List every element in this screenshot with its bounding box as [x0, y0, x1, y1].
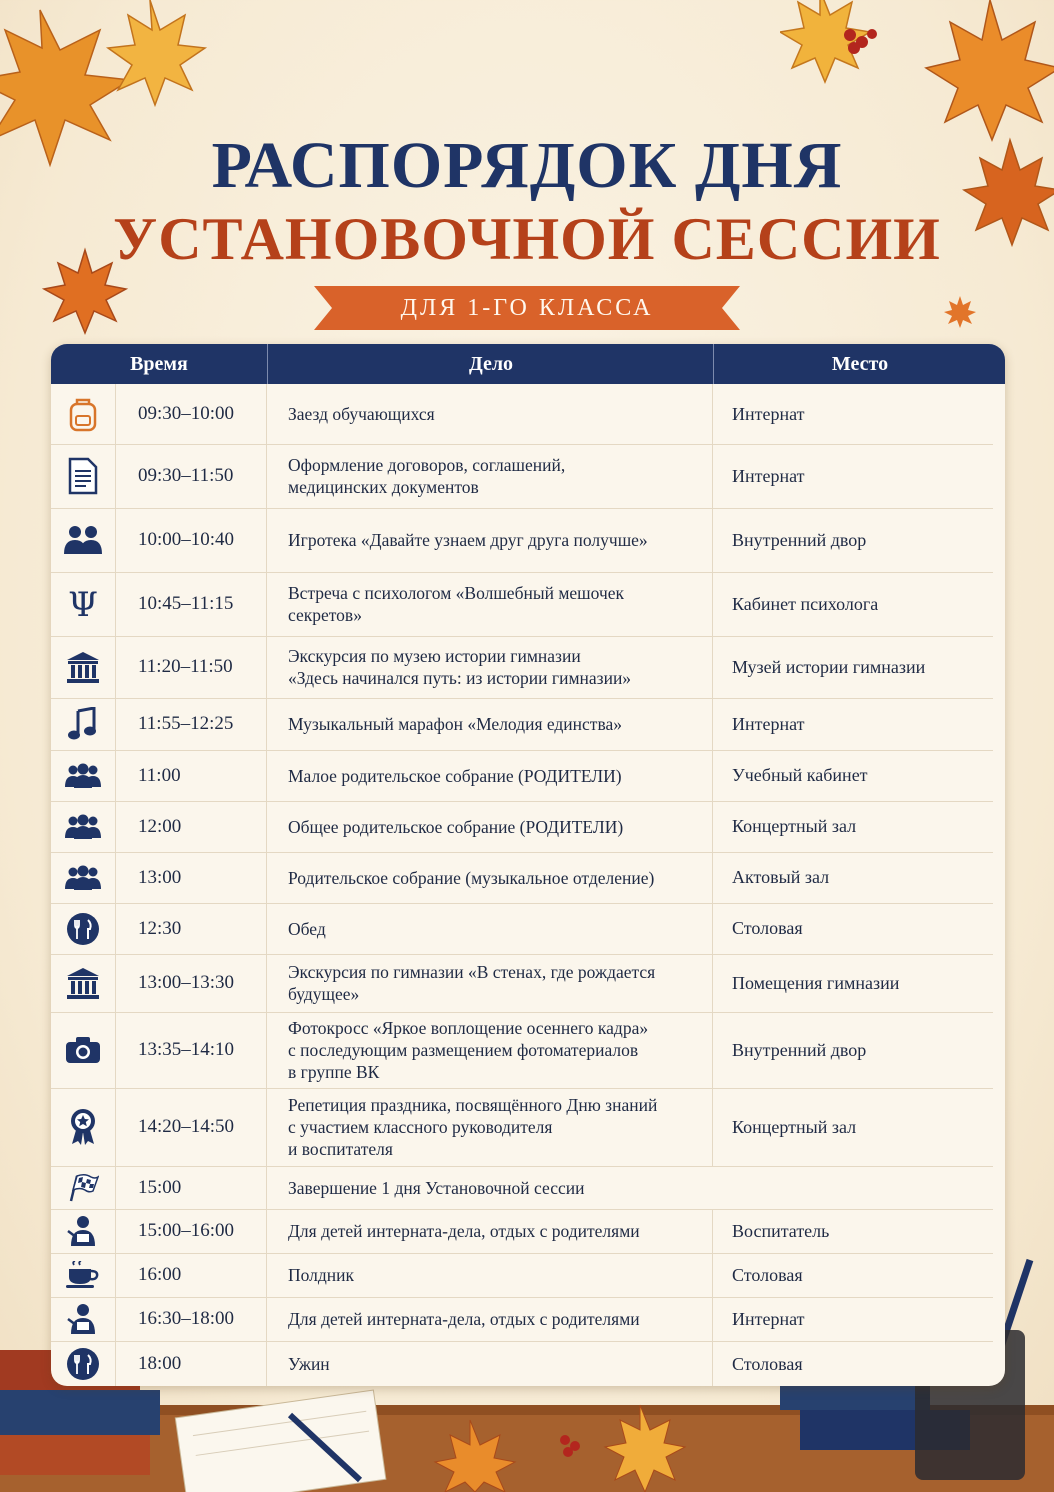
teacher-icon — [51, 1209, 116, 1253]
task-cell: Репетиция праздника, посвящённого Дню знаний с участием классного руководителя и воспитателя — [268, 1088, 713, 1166]
task-cell: Полдник — [268, 1253, 713, 1297]
table-row — [51, 572, 993, 637]
task-cell: Обед — [268, 903, 713, 954]
cup-icon — [51, 1253, 116, 1297]
table-row — [51, 698, 993, 751]
document-icon — [51, 444, 116, 508]
table-row — [51, 444, 993, 509]
place-cell: Столовая — [732, 1264, 803, 1285]
table-row — [51, 1297, 993, 1342]
task-cell: Игротека «Давайте узнаем друг друга получше» — [268, 508, 713, 572]
time-cell: 15:00–16:00 — [116, 1209, 267, 1253]
table-row — [51, 1253, 993, 1298]
time-cell: 15:00 — [116, 1166, 267, 1209]
time-cell: 13:35–14:10 — [116, 1012, 267, 1088]
place-cell: Концертный зал — [732, 816, 857, 836]
column-header-task: Дело — [267, 344, 714, 384]
table-row — [51, 750, 993, 802]
time-cell: 11:20–11:50 — [116, 636, 267, 698]
music-note-icon — [51, 698, 116, 750]
dining-icon — [51, 903, 116, 954]
place-cell: Актовый зал — [732, 867, 830, 887]
time-cell: 16:00 — [116, 1253, 267, 1297]
column-header-time: Время — [130, 353, 188, 375]
page-title-line-1: РАСПОРЯДОК ДНЯ — [211, 129, 843, 202]
dining-icon — [51, 1341, 116, 1386]
time-cell: 10:45–11:15 — [116, 572, 267, 636]
column-header-place: Место — [713, 344, 1005, 384]
camera-icon — [51, 1012, 116, 1088]
page-title-line-2: УСТАНОВОЧНОЙ СЕССИИ — [113, 206, 941, 272]
task-cell: Общее родительское собрание (РОДИТЕЛИ) — [268, 801, 713, 852]
place-cell: Столовая — [732, 1353, 803, 1374]
time-cell: 11:55–12:25 — [116, 698, 267, 750]
place-cell: Внутренний двор — [732, 529, 867, 550]
place-cell: Интернат — [732, 403, 805, 424]
task-cell: Музыкальный марафон «Мелодия единства» — [268, 698, 713, 750]
task-cell: Оформление договоров, соглашений, медицинских документов — [268, 444, 713, 508]
place-cell: Интернат — [732, 465, 805, 486]
task-cell: Для детей интерната-дела, отдых с родителями — [268, 1209, 713, 1253]
task-cell: Экскурсия по музею истории гимназии «Здесь начинался путь: из истории гимназии» — [268, 636, 713, 698]
time-cell: 11:00 — [116, 750, 267, 801]
place-cell: Концертный зал — [732, 1116, 857, 1137]
finish-flag-icon — [51, 1166, 116, 1209]
table-row — [51, 1341, 993, 1386]
time-cell: 12:00 — [116, 801, 267, 852]
place-cell: Кабинет психолога — [732, 593, 879, 614]
task-cell: Малое родительское собрание (РОДИТЕЛИ) — [268, 750, 713, 801]
table-row — [51, 954, 993, 1013]
table-header — [51, 344, 1005, 384]
teacher-icon — [51, 1297, 116, 1341]
time-cell: 16:30–18:00 — [116, 1297, 267, 1341]
place-cell: Интернат — [732, 713, 805, 734]
schedule-table — [51, 344, 1005, 1386]
time-cell: 13:00–13:30 — [116, 954, 267, 1012]
group-icon — [51, 801, 116, 852]
subtitle: ДЛЯ 1-ГО КЛАССА — [400, 295, 654, 321]
people-pair-icon — [51, 508, 116, 572]
place-cell: Воспитатель — [732, 1220, 830, 1241]
museum-icon — [51, 954, 116, 1012]
backpack-icon — [51, 384, 116, 444]
subtitle-ribbon — [314, 286, 740, 330]
time-cell: 18:00 — [116, 1341, 267, 1386]
place-cell: Внутренний двор — [732, 1039, 867, 1060]
table-row — [51, 1088, 993, 1167]
table-row — [51, 903, 993, 955]
time-cell: 14:20–14:50 — [116, 1088, 267, 1166]
place-cell: Помещения гимназии — [732, 972, 900, 993]
award-icon — [51, 1088, 116, 1166]
task-cell: Фотокросс «Яркое воплощение осеннего кадра» с последующим размещением фотоматериалов в группе ВК — [268, 1012, 713, 1088]
task-cell: Встреча с психологом «Волшебный мешочек секретов» — [268, 572, 713, 636]
group-icon — [51, 750, 116, 801]
task-cell: Заезд обучающихся — [268, 384, 713, 444]
task-cell: Ужин — [268, 1341, 713, 1386]
table-row — [51, 801, 993, 853]
time-cell: 09:30–11:50 — [116, 444, 267, 508]
time-cell: 10:00–10:40 — [116, 508, 267, 572]
group-icon — [51, 852, 116, 903]
time-cell: 09:30–10:00 — [116, 384, 267, 444]
place-cell: Интернат — [732, 1308, 805, 1329]
time-cell: 13:00 — [116, 852, 267, 903]
table-row — [51, 852, 993, 904]
psi-icon — [51, 572, 116, 636]
task-cell: Для детей интерната-дела, отдых с родителями — [268, 1297, 713, 1341]
table-row — [51, 384, 993, 445]
task-cell: Родительское собрание (музыкальное отделение) — [268, 852, 713, 903]
place-cell: Столовая — [732, 918, 803, 938]
museum-icon — [51, 636, 116, 698]
place-cell: Музей истории гимназии — [732, 656, 926, 677]
place-cell: Учебный кабинет — [732, 765, 868, 785]
maple-leaf-small-right — [942, 294, 978, 330]
task-cell: Экскурсия по гимназии «В стенах, где рождается будущее» — [268, 954, 713, 1012]
task-cell: Завершение 1 дня Установочной сессии — [288, 1177, 585, 1198]
table-row — [51, 508, 993, 573]
table-row — [51, 1209, 993, 1254]
time-cell: 12:30 — [116, 903, 267, 954]
table-row — [51, 1012, 993, 1089]
svg-text:Ψ: Ψ — [68, 586, 98, 622]
table-row — [51, 1166, 993, 1210]
table-row — [51, 636, 993, 699]
